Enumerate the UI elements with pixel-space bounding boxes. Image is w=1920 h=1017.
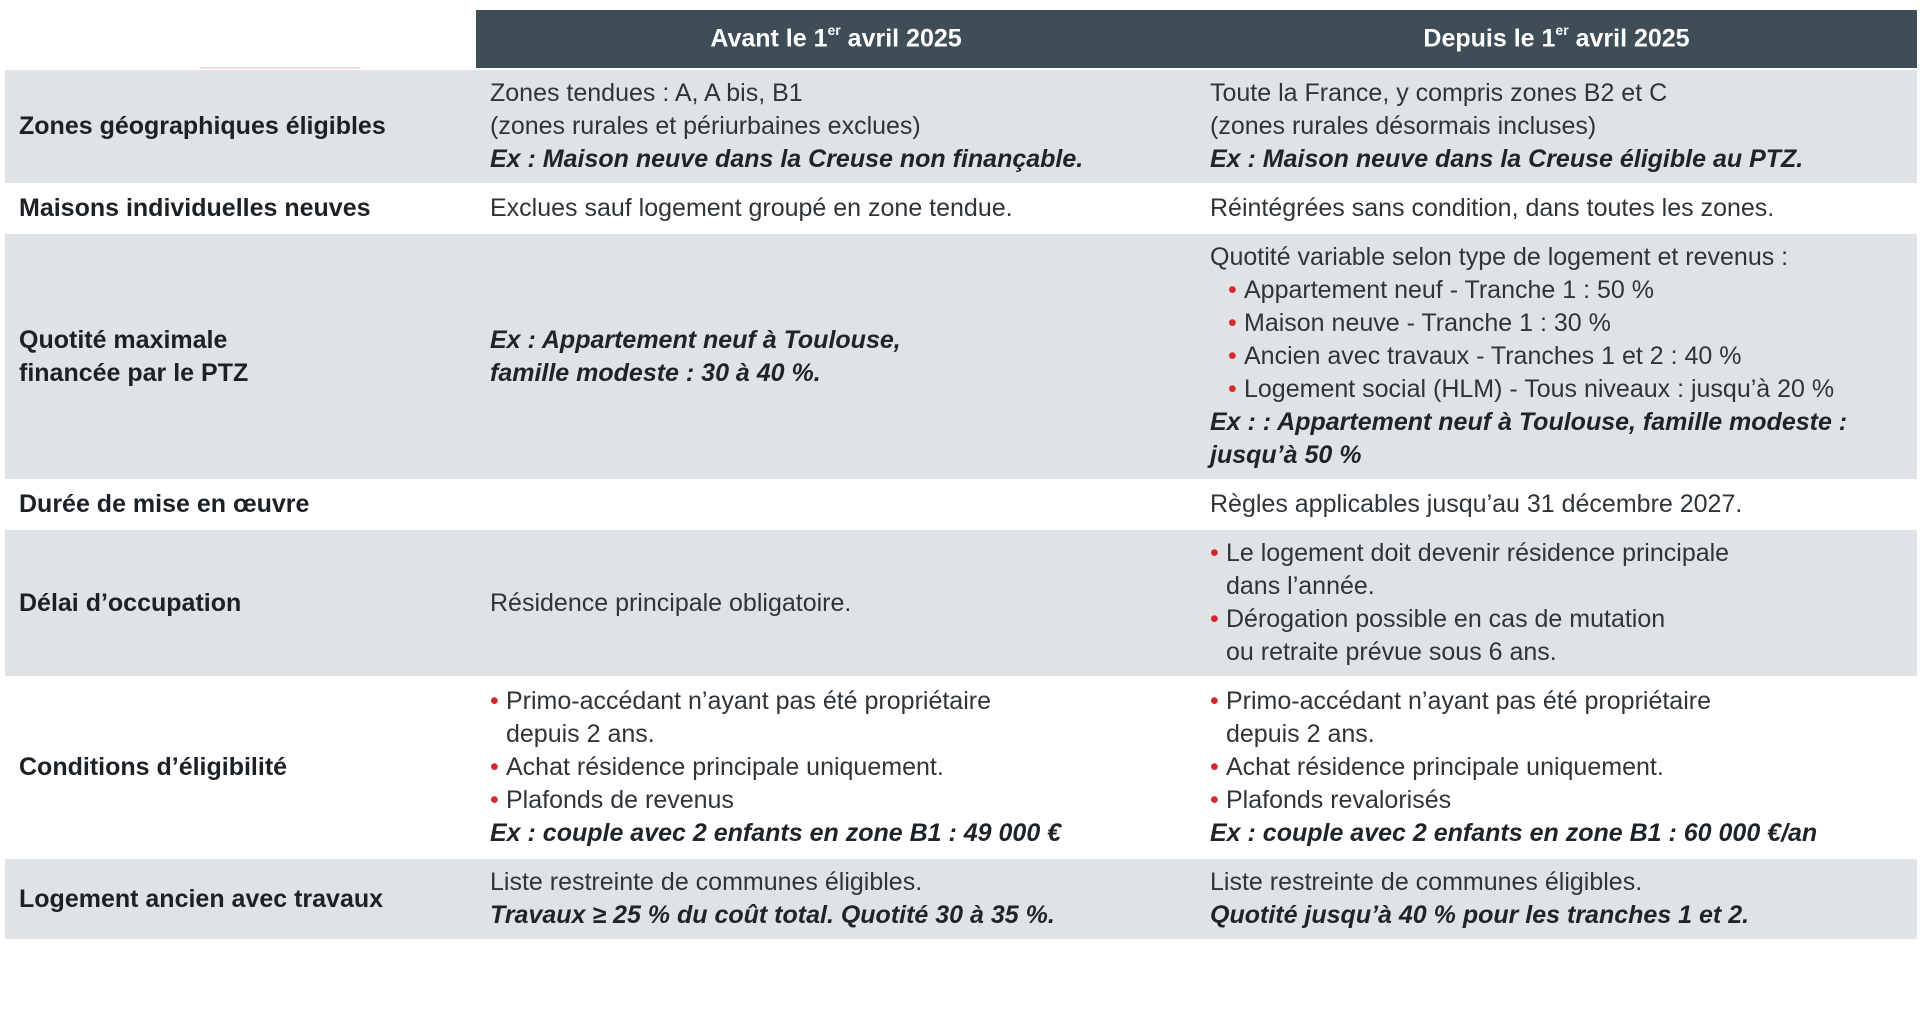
table-body [5, 69, 1917, 939]
bullet-item [1210, 751, 1903, 784]
header-before-sup: er [827, 22, 841, 39]
bullet-line: dans l’année. [1226, 572, 1375, 600]
cell-conditions-after [1196, 677, 1917, 858]
label-line: Quotité maximale [19, 325, 228, 354]
header-before-prefix: Avant le 1 [710, 24, 828, 53]
bullet-line: depuis 2 ans. [506, 720, 655, 748]
bullet-line: • Plafonds de revenus [506, 786, 734, 814]
header-after-prefix: Depuis le 1 [1423, 24, 1556, 53]
bullet-item [1210, 784, 1903, 817]
header-row [5, 10, 1917, 69]
bullet-item: • Appartement neuf - Tranche 1 : 50 % [1228, 274, 1903, 307]
header-after-column [1196, 10, 1917, 69]
row-label-maisons: Maisons individuelles neuves [5, 184, 476, 233]
cell-line: Toute la France, y compris zones B2 et C [1210, 79, 1668, 107]
cell-ancien-after [1196, 858, 1917, 939]
bullet-line: ou retraite prévue sous 6 ans. [1226, 638, 1557, 666]
bullet-item: • Ancien avec travaux - Tranches 1 et 2 : 40 % [1228, 340, 1903, 373]
cell-zones-before [476, 69, 1196, 184]
cell-zones-after [1196, 69, 1917, 184]
example-text: Ex : couple avec 2 enfants en zone B1 : 49 000 € [490, 819, 1062, 847]
cell-delai-after [1196, 529, 1917, 677]
example-text: famille modeste : 30 à 40 %. [490, 358, 821, 387]
table-row-duree [5, 480, 1917, 529]
example-text: Ex : couple avec 2 enfants en zone B1 : 60 000 €/an [1210, 819, 1818, 847]
table-row-ancien [5, 858, 1917, 939]
ptz-comparison-table [5, 10, 1917, 939]
header-accent-line [200, 67, 360, 69]
bullet-line: • Le logement doit devenir résidence principale [1226, 539, 1730, 567]
table-header [5, 10, 1917, 69]
cell-ancien-before [476, 858, 1196, 939]
cell-conditions-before [476, 677, 1196, 858]
cell-line: Zones tendues : A, A bis, B1 [490, 79, 803, 107]
example-text: Ex : Appartement neuf à Toulouse, [490, 325, 901, 354]
cell-line: (zones rurales et périurbaines exclues) [490, 112, 921, 140]
bullet-line: • Primo-accédant n’ayant pas été propriétaire [1226, 687, 1711, 715]
example-text: jusqu’à 50 % [1210, 441, 1362, 469]
cell-line: (zones rurales désormais incluses) [1210, 112, 1597, 140]
cell-duree-before [476, 480, 1196, 529]
bullet-item [490, 784, 1182, 817]
table-row-maisons [5, 184, 1917, 233]
example-text: Ex : Maison neuve dans la Creuse éligible au PTZ. [1210, 145, 1804, 173]
cell-maisons-after: Réintégrées sans condition, dans toutes les zones. [1196, 184, 1917, 233]
cell-duree-after: Règles applicables jusqu’au 31 décembre 2027. [1196, 480, 1917, 529]
header-after-sup: er [1555, 22, 1569, 39]
cell-quotite-after [1196, 233, 1917, 480]
cell-line: Liste restreinte de communes éligibles. [490, 868, 923, 896]
cell-maisons-before: Exclues sauf logement groupé en zone tendue. [476, 184, 1196, 233]
header-after-suffix: avril 2025 [1568, 24, 1690, 53]
table-row-delai [5, 529, 1917, 677]
bullet-list [1210, 537, 1903, 669]
bullet-list [1210, 685, 1903, 817]
bullet-line: • Achat résidence principale uniquement. [506, 753, 944, 781]
example-text: Ex : Maison neuve dans la Creuse non finançable. [490, 145, 1084, 173]
table-row-conditions [5, 677, 1917, 858]
example-text: Quotité jusqu’à 40 % pour les tranches 1 et 2. [1210, 901, 1750, 929]
bullet-item [1210, 603, 1903, 669]
header-before-column [476, 10, 1196, 69]
bullet-item [490, 685, 1182, 751]
bullet-item: • Logement social (HLM) - Tous niveaux : jusqu’à 20 % [1228, 373, 1903, 406]
bullet-line: depuis 2 ans. [1226, 720, 1375, 748]
bullet-line: • Primo-accédant n’ayant pas été propriétaire [506, 687, 991, 715]
bullet-line: • Achat résidence principale uniquement. [1226, 753, 1664, 781]
row-label-ancien: Logement ancien avec travaux [5, 858, 476, 939]
row-label-conditions: Conditions d’éligibilité [5, 677, 476, 858]
bullet-item [490, 751, 1182, 784]
header-before-suffix: avril 2025 [840, 24, 962, 53]
cell-quotite-before [476, 233, 1196, 480]
bullet-list [490, 685, 1182, 817]
bullet-item [1210, 537, 1903, 603]
header-empty-cell [5, 10, 476, 69]
table-row-quotite [5, 233, 1917, 480]
bullet-line: • Dérogation possible en cas de mutation [1226, 605, 1666, 633]
bullet-item: • Maison neuve - Tranche 1 : 30 % [1228, 307, 1903, 340]
example-text: Ex : : Appartement neuf à Toulouse, famille modeste : [1210, 408, 1848, 436]
table-row-zones [5, 69, 1917, 184]
bullet-line: • Plafonds revalorisés [1226, 786, 1452, 814]
cell-delai-before: Résidence principale obligatoire. [476, 529, 1196, 677]
bullet-list [1210, 274, 1903, 406]
cell-line: Liste restreinte de communes éligibles. [1210, 868, 1643, 896]
row-label-delai: Délai d’occupation [5, 529, 476, 677]
row-label-duree: Durée de mise en œuvre [5, 480, 476, 529]
cell-intro: Quotité variable selon type de logement et revenus : [1210, 243, 1789, 271]
label-line: financée par le PTZ [19, 358, 249, 387]
bullet-item [1210, 685, 1903, 751]
row-label-quotite [5, 233, 476, 480]
row-label-zones: Zones géographiques éligibles [5, 69, 476, 184]
example-text: Travaux ≥ 25 % du coût total. Quotité 30 à 35 %. [490, 901, 1055, 929]
